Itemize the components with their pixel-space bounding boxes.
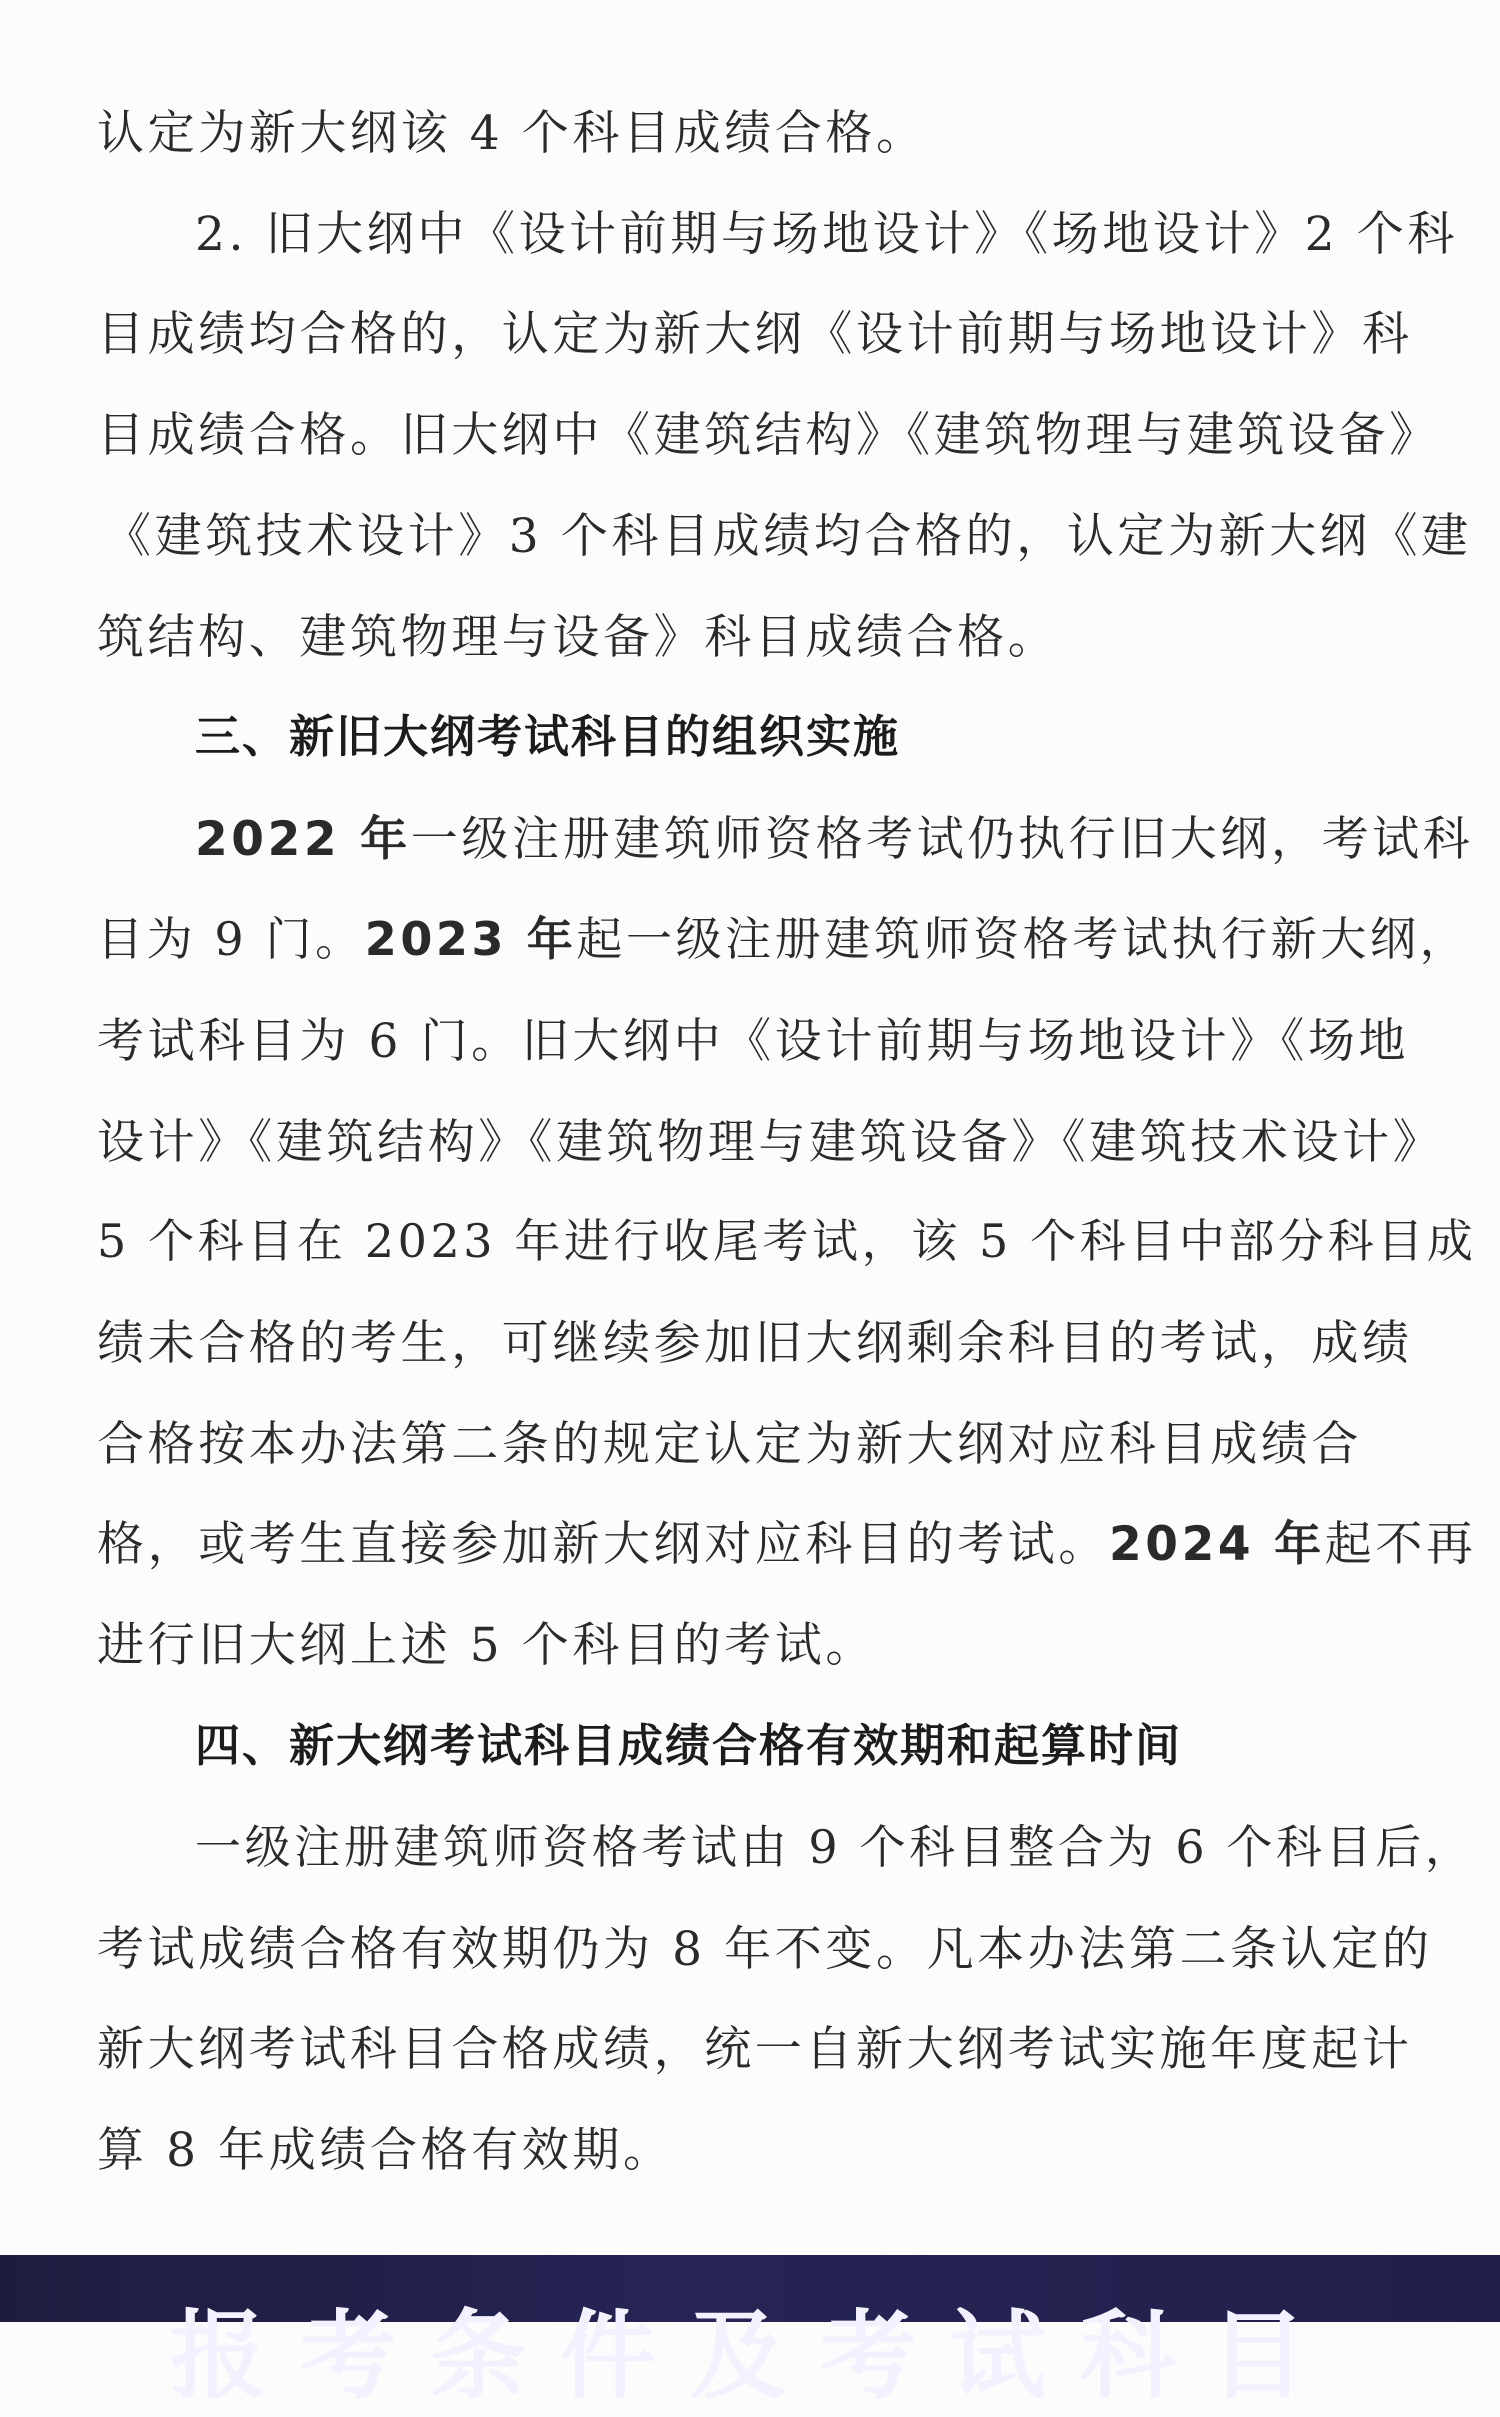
paragraph-line: 《建筑技术设计》3 个科目成绩均合格的，认定为新大纲《建 [104, 509, 1472, 564]
text-span: 一级注册建筑师资格考试仍执行旧大纲，考试科 [410, 812, 1474, 867]
paragraph-line [97, 1507, 1477, 1574]
section-heading-4: 四、新大纲考试科目成绩合格有效期和起算时间 [195, 1719, 1183, 1772]
text-span: 目为 9 门。 [97, 912, 365, 966]
paragraph-line: 设计》《建筑结构》《建筑物理与建筑设备》《建筑技术设计》 [97, 1115, 1444, 1170]
paragraph-line: 绩未合格的考生，可继续参加旧大纲剩余科目的考试，成绩 [97, 1316, 1413, 1371]
paragraph-line: 合格按本办法第二条的规定认定为新大纲对应科目成绩合 [97, 1417, 1362, 1472]
text-span: 起不再 [1324, 1517, 1477, 1572]
year-bold: 2022 年 [195, 812, 411, 867]
year-bold: 2023 年 [364, 912, 577, 966]
paragraph-line: 筑结构、建筑物理与设备》科目成绩合格。 [97, 610, 1059, 665]
bottom-banner [0, 2255, 1500, 2412]
paragraph-line: 2. 旧大纲中《设计前期与场地设计》《场地设计》2 个科 [195, 207, 1458, 262]
text-span: 起一级注册建筑师资格考试执行新大纲， [576, 912, 1470, 966]
paragraph-line: 新大纲考试科目合格成绩，统一自新大纲考试实施年度起计 [97, 2022, 1413, 2077]
text-span: 格，或考生直接参加新大纲对应科目的考试。 [97, 1517, 1109, 1572]
banner-title: 报考条件及考试科目 [170, 2300, 1340, 2412]
paragraph-line: 目成绩合格。旧大纲中《建筑结构》《建筑物理与建筑设备》 [97, 408, 1440, 463]
paragraph-line: 一级注册建筑师资格考试由 9 个科目整合为 6 个科目后， [195, 1820, 1475, 1874]
paragraph-line [195, 802, 1473, 869]
paragraph-line: 进行旧大纲上述 5 个科目的考试。 [97, 1618, 876, 1673]
paragraph-line [97, 903, 1469, 969]
year-bold: 2024 年 [1109, 1517, 1325, 1572]
paragraph-line: 算 8 年成绩合格有效期。 [97, 2123, 674, 2178]
paragraph-line: 目成绩均合格的，认定为新大纲《设计前期与场地设计》科 [97, 307, 1413, 362]
paragraph-line: 考试成绩合格有效期仍为 8 年不变。凡本办法第二条认定的 [97, 1922, 1433, 1977]
paragraph-line: 5 个科目在 2023 年进行收尾考试，该 5 个科目中部分科目成 [97, 1214, 1477, 1268]
paragraph-line: 考试科目为 6 门。旧大纲中《设计前期与场地设计》《场地 [97, 1014, 1410, 1069]
section-heading-3: 三、新旧大纲考试科目的组织实施 [195, 710, 901, 763]
paragraph-line: 认定为新大纲该 4 个科目成绩合格。 [97, 106, 927, 161]
